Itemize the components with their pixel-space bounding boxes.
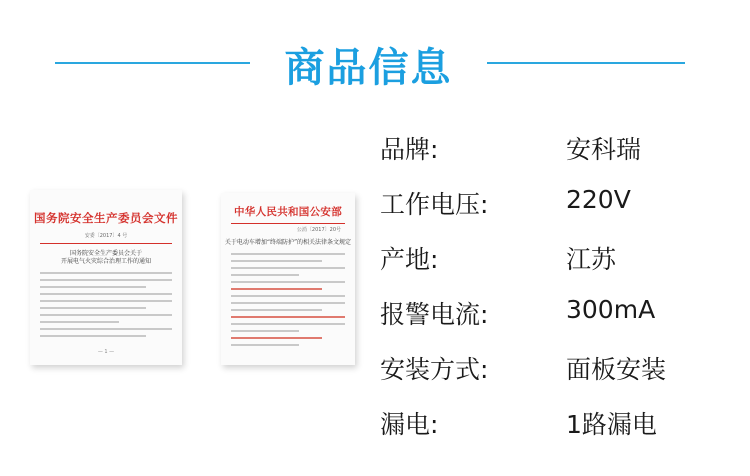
spec-label: 报警电流: [380, 300, 489, 329]
document-heading: 中华人民共和国公安部 [234, 206, 342, 218]
certificate-document-1 [30, 190, 182, 365]
certificate-document-2 [221, 193, 355, 365]
spec-value: 江苏 [566, 245, 617, 274]
spec-label: 漏电: [380, 410, 439, 439]
spec-value: 220V [566, 185, 631, 214]
page-number: — 1 — [97, 349, 115, 355]
spec-row-origin [380, 232, 720, 287]
spec-row-leakage [380, 397, 720, 452]
spec-label: 安装方式: [380, 355, 489, 384]
header-divider-right [487, 62, 685, 64]
section-title: 商品信息 [284, 45, 453, 91]
spec-row-alarm-current [380, 287, 720, 342]
document-number: 安委〔2017〕4 号 [84, 233, 128, 239]
spec-value: 面板安装 [566, 355, 667, 384]
document-body-text [40, 272, 172, 337]
document-body-text [231, 253, 345, 346]
document-number: 公消〔2017〕20号 [296, 227, 341, 233]
spec-row-working-voltage [380, 177, 720, 232]
spec-row-brand [380, 122, 720, 177]
red-rule [231, 223, 345, 224]
spec-value: 1路漏电 [566, 410, 657, 439]
document-subject: 关于电动车增加“终端防护”的相关法律条文规定 [224, 239, 352, 246]
spec-row-install-method [380, 342, 720, 397]
spec-list [380, 122, 720, 452]
red-rule [40, 243, 172, 244]
spec-value: 300mA [566, 295, 656, 324]
header-divider-left [55, 62, 250, 64]
spec-label: 品牌: [380, 135, 439, 164]
spec-label: 工作电压: [380, 190, 489, 219]
spec-label: 产地: [380, 245, 439, 274]
section-header [0, 0, 750, 110]
spec-value: 安科瑞 [566, 135, 642, 164]
document-subject: 国务院安全生产委员会关于 开展电气火灾综合治理工作的通知 [60, 250, 151, 265]
document-heading: 国务院安全生产委员会文件 [34, 211, 178, 225]
